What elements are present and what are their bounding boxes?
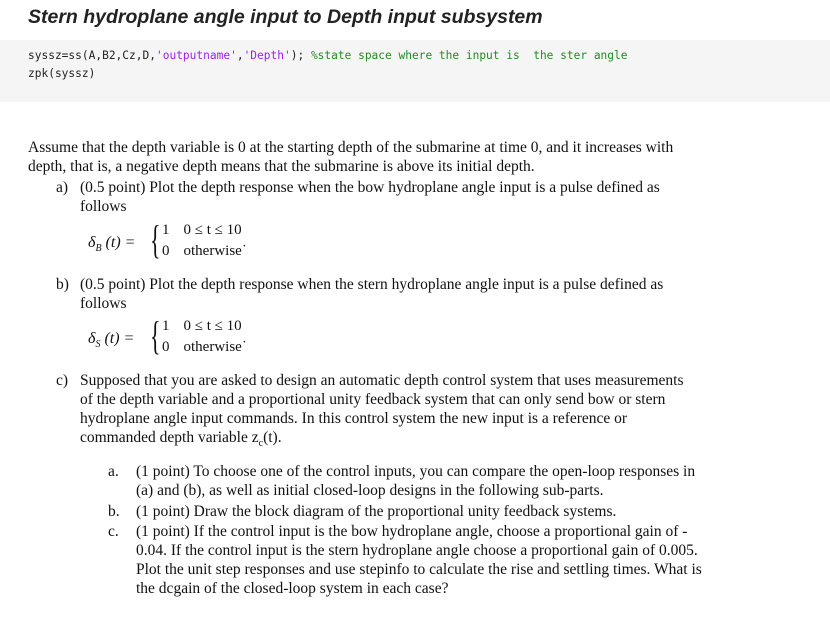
code-text: ,	[236, 49, 244, 62]
equation-brace: {	[150, 313, 161, 358]
equation-case-2: 0 otherwise˙	[162, 243, 247, 259]
item-text: (1 point) To choose one of the control inputs, you can compare the open-loop responses in	[136, 463, 696, 480]
equation-brace: {	[150, 217, 161, 262]
item-marker: b)	[56, 276, 69, 293]
item-text: follows	[80, 295, 127, 312]
item-marker: b.	[108, 503, 120, 520]
intro-line: depth, that is, a negative depth means that the submarine is above its initial depth.	[28, 158, 535, 175]
item-marker: a)	[56, 179, 69, 196]
item-text: (1 point) If the control input is the bow hydroplane angle, choose a proportional gain of -	[136, 523, 688, 540]
item-text: (0.5 point) Plot the depth response when the stern hydroplane angle input is a pulse defined as	[80, 276, 664, 293]
item-marker: a.	[108, 463, 119, 480]
subquestion-a	[108, 462, 695, 500]
subquestion-b	[108, 502, 616, 521]
code-block	[0, 40, 830, 102]
code-string: 'Depth'	[243, 49, 291, 62]
item-text: follows	[80, 198, 127, 215]
item-text: commanded depth variable $z_c(t)$.	[80, 429, 282, 450]
equation-case-2: 0 otherwise˙	[162, 339, 247, 355]
item-text: of the depth variable and a proportional unity feedback system that can only send bow or stern	[80, 391, 666, 408]
code-line-1	[28, 49, 628, 62]
item-marker: c)	[56, 372, 69, 389]
item-text: 0.04. If the control input is the stern hydroplane angle choose a proportional gain of 0.005.	[136, 542, 698, 559]
item-text: (a) and (b), as well as initial closed-loop designs in the following sub-parts.	[136, 482, 604, 499]
section-title: Stern hydroplane angle input to Depth input subsystem	[28, 6, 543, 28]
code-comment: %state space where the input is the ster angle	[310, 49, 628, 62]
subquestion-c	[108, 522, 702, 598]
question-c	[56, 371, 684, 453]
item-marker: c.	[108, 523, 119, 540]
intro-paragraph	[28, 138, 673, 176]
intro-line: Assume that the depth variable is 0 at the starting depth of the submarine at time 0, and it increases with	[28, 139, 674, 156]
item-text: Plot the unit step responses and use stepinfo to calculate the rise and settling times. What is	[136, 561, 702, 578]
equation-lhs: $\delta_B$ (t) =	[88, 234, 136, 255]
equation-lhs: $\delta_S$ (t) =	[88, 330, 135, 351]
question-a	[56, 178, 660, 216]
code-text: syssz=ss(A,B2,Cz,D,	[28, 49, 156, 62]
item-text: Supposed that you are asked to design an automatic depth control system that uses measurements	[80, 372, 684, 389]
item-text: the dcgain of the closed-loop system in each case?	[136, 580, 449, 597]
item-text: (1 point) Draw the block diagram of the proportional unity feedback systems.	[136, 503, 617, 520]
item-text: (0.5 point) Plot the depth response when the bow hydroplane angle input is a pulse defined as	[80, 179, 660, 196]
item-text: hydroplane angle input commands. In this control system the new input is a reference or	[80, 410, 628, 427]
code-string: 'outputname'	[155, 49, 237, 62]
code-text: );	[290, 49, 311, 62]
question-b	[56, 275, 663, 313]
equation-case-1: 1 0 ≤ t ≤ 10	[162, 222, 242, 238]
equation-case-1: 1 0 ≤ t ≤ 10	[162, 318, 242, 334]
code-line-2: zpk(syssz)	[28, 67, 96, 80]
